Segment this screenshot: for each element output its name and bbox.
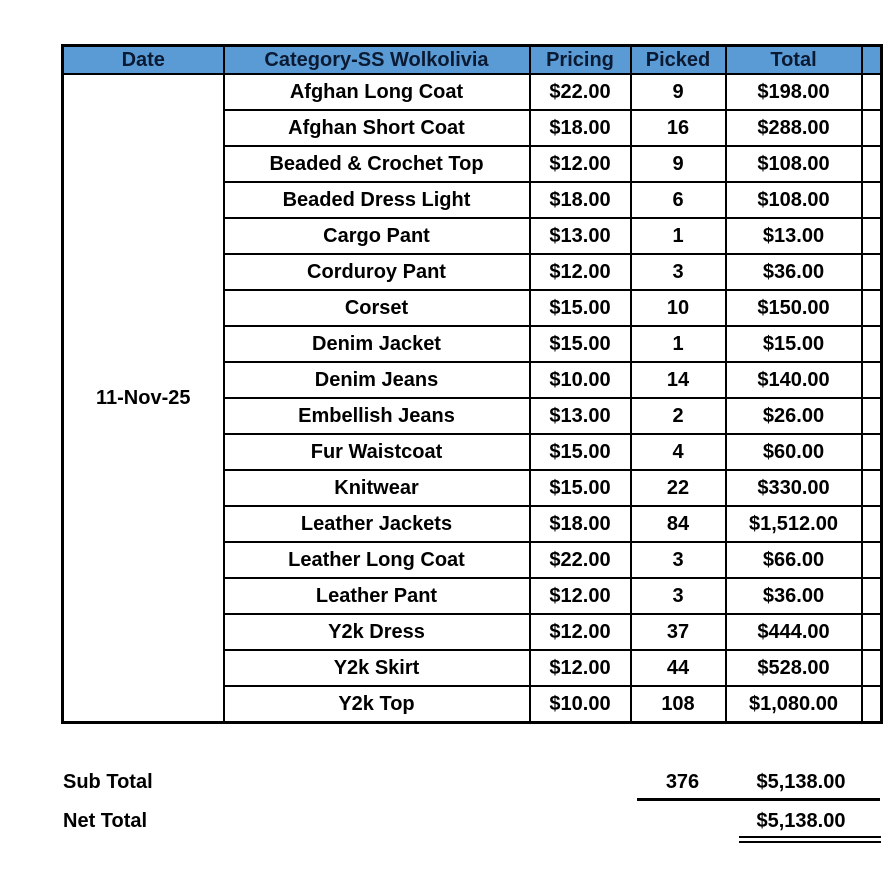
cell-pricing: $22.00 <box>530 542 631 578</box>
sub-total-underline <box>637 798 880 801</box>
sub-total-label: Sub Total <box>63 771 153 793</box>
cell-total: $60.00 <box>726 434 862 470</box>
cell-pricing: $15.00 <box>530 434 631 470</box>
partial-cell <box>862 182 882 218</box>
net-total-double-underline-bottom <box>739 841 881 843</box>
cell-category: Corduroy Pant <box>224 254 530 290</box>
cell-total: $26.00 <box>726 398 862 434</box>
column-header-category: Category-SS Wolkolivia <box>224 46 530 75</box>
cell-total: $528.00 <box>726 650 862 686</box>
table-row <box>63 74 882 110</box>
cell-category: Afghan Long Coat <box>224 74 530 110</box>
cell-category: Knitwear <box>224 470 530 506</box>
partial-cell <box>862 326 882 362</box>
cell-category: Beaded Dress Light <box>224 182 530 218</box>
cell-pricing: $10.00 <box>530 362 631 398</box>
cell-pricing: $22.00 <box>530 74 631 110</box>
partial-cell <box>862 542 882 578</box>
cell-total: $1,080.00 <box>726 686 862 723</box>
cell-category: Leather Jackets <box>224 506 530 542</box>
cell-total: $330.00 <box>726 470 862 506</box>
cell-picked: 108 <box>631 686 726 723</box>
net-total-amount: $5,138.00 <box>756 810 846 832</box>
cell-picked: 1 <box>631 326 726 362</box>
partial-cell <box>862 650 882 686</box>
partial-cell <box>862 686 882 723</box>
cell-total: $36.00 <box>726 578 862 614</box>
partial-cell <box>862 578 882 614</box>
cell-picked: 3 <box>631 254 726 290</box>
table-body <box>63 74 882 723</box>
partial-cell <box>862 398 882 434</box>
header-row <box>63 46 882 75</box>
net-total-double-underline-top <box>739 836 881 838</box>
cell-picked: 16 <box>631 110 726 146</box>
cell-pricing: $13.00 <box>530 398 631 434</box>
cell-picked: 14 <box>631 362 726 398</box>
cell-category: Corset <box>224 290 530 326</box>
cell-category: Embellish Jeans <box>224 398 530 434</box>
partial-cell <box>862 146 882 182</box>
cell-total: $140.00 <box>726 362 862 398</box>
cell-total: $1,512.00 <box>726 506 862 542</box>
column-header-date: Date <box>63 46 224 75</box>
column-header-picked: Picked <box>631 46 726 75</box>
partial-cell <box>862 74 882 110</box>
partial-cell <box>862 434 882 470</box>
cell-category: Denim Jeans <box>224 362 530 398</box>
cell-category: Y2k Skirt <box>224 650 530 686</box>
partial-cell <box>862 470 882 506</box>
cell-category: Cargo Pant <box>224 218 530 254</box>
date-cell: 11-Nov-25 <box>63 74 224 723</box>
cell-picked: 6 <box>631 182 726 218</box>
cell-total: $66.00 <box>726 542 862 578</box>
cell-total: $150.00 <box>726 290 862 326</box>
partial-column-header <box>862 46 882 75</box>
cell-category: Fur Waistcoat <box>224 434 530 470</box>
sub-total-row <box>61 768 883 796</box>
cell-pricing: $18.00 <box>530 182 631 218</box>
cell-picked: 3 <box>631 578 726 614</box>
partial-cell <box>862 110 882 146</box>
cell-picked: 22 <box>631 470 726 506</box>
cell-category: Y2k Top <box>224 686 530 723</box>
net-total-row <box>61 807 883 835</box>
cell-pricing: $12.00 <box>530 146 631 182</box>
column-header-total: Total <box>726 46 862 75</box>
partial-cell <box>862 614 882 650</box>
partial-cell <box>862 218 882 254</box>
cell-pricing: $15.00 <box>530 326 631 362</box>
cell-picked: 1 <box>631 218 726 254</box>
cell-total: $108.00 <box>726 146 862 182</box>
cell-pricing: $10.00 <box>530 686 631 723</box>
inventory-table <box>61 44 883 724</box>
cell-pricing: $13.00 <box>530 218 631 254</box>
column-header-pricing: Pricing <box>530 46 631 75</box>
cell-picked: 2 <box>631 398 726 434</box>
cell-total: $15.00 <box>726 326 862 362</box>
cell-total: $108.00 <box>726 182 862 218</box>
cell-total: $198.00 <box>726 74 862 110</box>
cell-pricing: $12.00 <box>530 650 631 686</box>
cell-picked: 10 <box>631 290 726 326</box>
sub-total-amount: $5,138.00 <box>756 771 846 793</box>
cell-picked: 9 <box>631 74 726 110</box>
cell-category: Denim Jacket <box>224 326 530 362</box>
cell-pricing: $15.00 <box>530 290 631 326</box>
cell-picked: 84 <box>631 506 726 542</box>
cell-pricing: $15.00 <box>530 470 631 506</box>
cell-total: $444.00 <box>726 614 862 650</box>
cell-pricing: $18.00 <box>530 110 631 146</box>
partial-cell <box>862 254 882 290</box>
partial-cell <box>862 290 882 326</box>
cell-picked: 3 <box>631 542 726 578</box>
cell-picked: 4 <box>631 434 726 470</box>
cell-total: $13.00 <box>726 218 862 254</box>
cell-category: Y2k Dress <box>224 614 530 650</box>
cell-total: $36.00 <box>726 254 862 290</box>
net-total-label: Net Total <box>63 810 148 832</box>
cell-category: Beaded & Crochet Top <box>224 146 530 182</box>
cell-pricing: $12.00 <box>530 614 631 650</box>
cell-category: Afghan Short Coat <box>224 110 530 146</box>
partial-cell <box>862 506 882 542</box>
cell-pricing: $18.00 <box>530 506 631 542</box>
cell-picked: 44 <box>631 650 726 686</box>
partial-cell <box>862 362 882 398</box>
cell-picked: 37 <box>631 614 726 650</box>
cell-category: Leather Long Coat <box>224 542 530 578</box>
cell-total: $288.00 <box>726 110 862 146</box>
sub-total-picked-value: 376 <box>665 771 700 793</box>
cell-pricing: $12.00 <box>530 578 631 614</box>
cell-picked: 9 <box>631 146 726 182</box>
cell-pricing: $12.00 <box>530 254 631 290</box>
cell-category: Leather Pant <box>224 578 530 614</box>
